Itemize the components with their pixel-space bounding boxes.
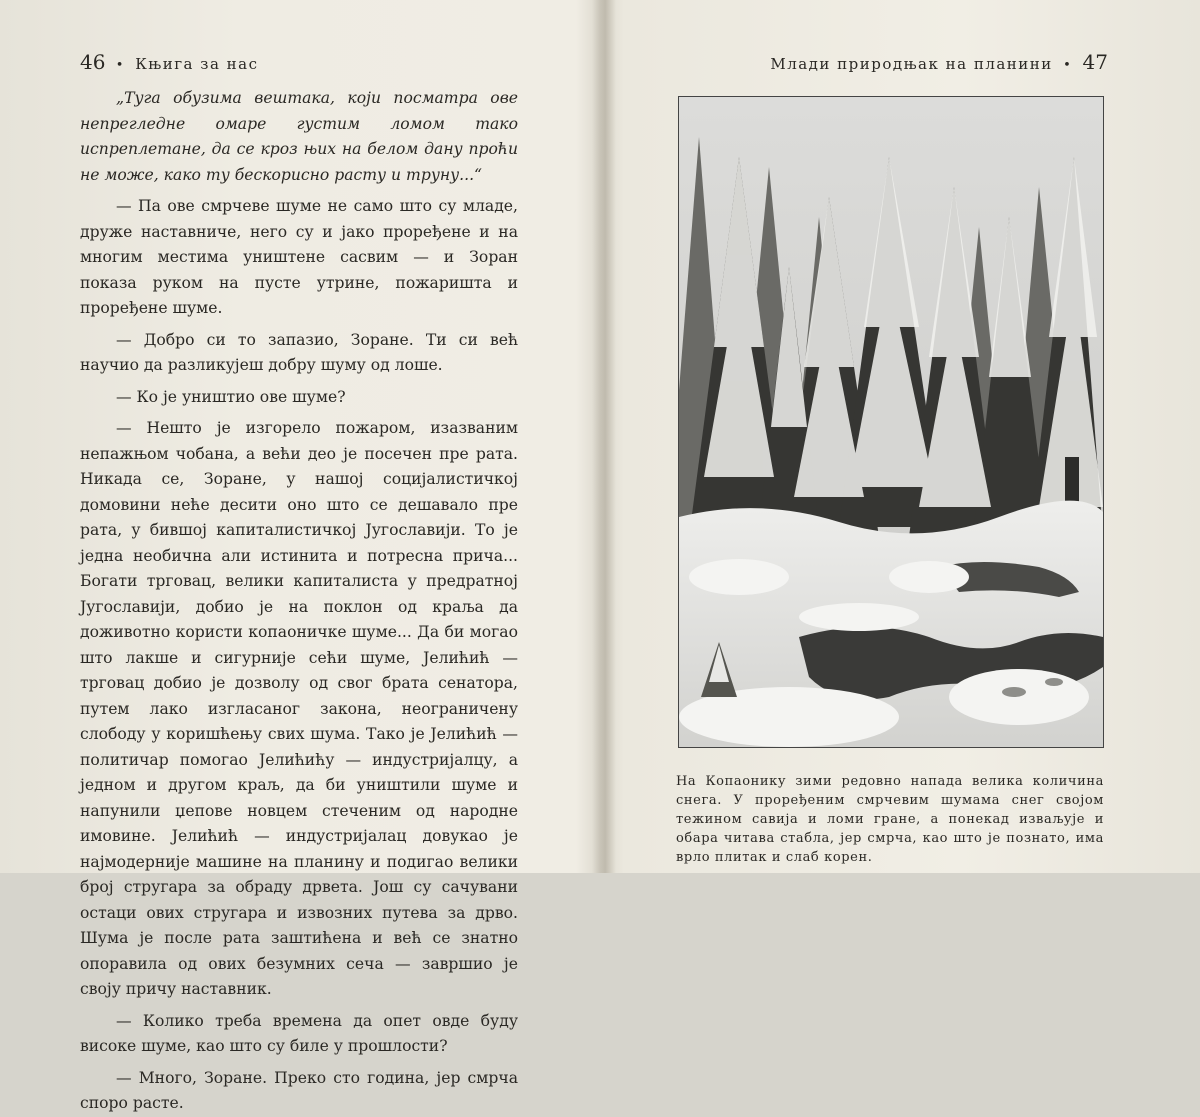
paragraph: — Нешто је изгорело пожаром, изазваним непажњом чобана, а већи део је посечен пре рата. Никада се, Зоране, у нашој социјалистичкој домовини неће десити оно што се дешавало пре рата, у бившој капиталистичкој Југославији. То је једна необична али истинита и потресна прича... Богати трговац, велики капиталиста у предратној Југославији, добио је на поклон од краља да доживотно користи копаоничке шуме... Да би могао што лакше и сигурније сећи шуме, Јелићић — трговац добио је дозволу од свог брата сенатора, путем лако изгласаног закона, неограничену слободу у коришћењу свих шума. Тако је Јелићић — политичар помогао Јелићићу — индустријалцу, а једном и другом краљ, да би уништили шуме и напунили џепове новцем стеченим од народне имовине. Јелићић — индустријалац довукао је најмодерније машине на планину и подигао велики број стругара за обраду дрвета. Још су сачувани остаци ових стругара и извозних путева за дрво. Шума је после рата заштићена и већ се знатно опоравила од ових безумних сеча — завршио је своју причу наставник. [80, 419, 518, 998]
left-page [0, 0, 600, 1112]
right-running-head [770, 50, 1108, 74]
paragraph: — Много, Зоране. Преко сто година, јер смрча споро расте. [80, 1068, 518, 1112]
left-body-text [80, 86, 518, 1117]
paragraph: — Па ове смрчеве шуме не само што су младе, друже наставниче, него су и јако проређене и на многим местима уништене сасвим — и Зоран показа руком на пусте утрине, пожаришта и проређене шуме. [80, 197, 518, 317]
right-running-title: Млади природњак на планини [770, 55, 1053, 73]
photo-caption: На Копаонику зими редовно напада велика количина снега. У проређеним смрчевим шумама снег својом тежином савија и ломи гране, а понекад изваљује и обара читава стабла, јер смрча, као што је познато, има врло плитак и слаб корен. [676, 774, 1104, 865]
left-running-title: Књига за нас [135, 55, 259, 73]
paragraph: — Ко је уништио ове шуме? [116, 387, 346, 406]
right-page [600, 0, 1200, 873]
paragraph: — Добро си то запазио, Зоране. Ти си већ научио да разликујеш добру шуму од лоше. [80, 330, 518, 374]
paragraph-quote: „Туга обузима вештака, који посматра ове непрегледне омаре густим ломом тако испреплетане, да се кроз њих на белом дану проћи не може, како ту бескорисно расту и труну...“ [80, 89, 518, 184]
left-head-bullet: • [115, 58, 125, 73]
left-running-head [80, 50, 259, 74]
left-page-number: 46 [80, 50, 106, 74]
right-page-number: 47 [1082, 50, 1108, 74]
right-head-bullet: • [1063, 58, 1073, 73]
paragraph: — Колико треба времена да опет овде буду високе шуме, као што су биле у прошлости? [80, 1011, 518, 1055]
winter-forest-photo [678, 96, 1104, 748]
winter-forest-illustration [679, 97, 1103, 747]
